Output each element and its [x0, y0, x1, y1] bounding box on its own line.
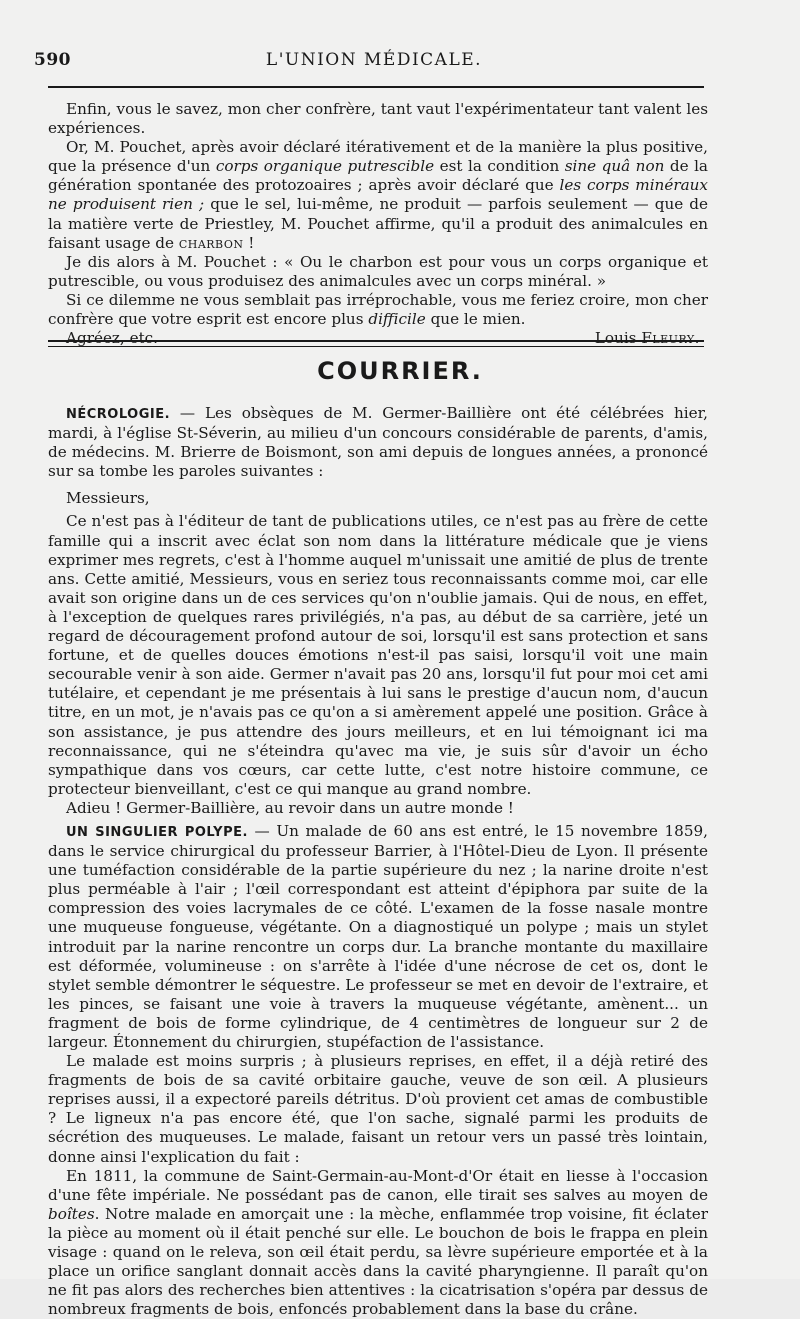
- polype-label: UN SINGULIER POLYPE.: [66, 824, 248, 840]
- letter-paragraph-4: Si ce dilemme ne vous semblait pas irréprochable, vous me feriez croire, mon cher confrère que votre esprit est encore plus difficile que le mien.: [48, 290, 708, 329]
- letter-paragraph-1: Enfin, vous le savez, mon cher confrère, tant vaut l'expérimentateur tant valent les expériences.: [48, 100, 708, 138]
- signature: Louis Fleury.: [594, 329, 700, 348]
- journal-title: L'UNION MÉDICALE.: [265, 50, 483, 70]
- letter-paragraph-2: Or, M. Pouchet, après avoir déclaré itérativement et de la manière la plus positive, que la présence d'un corps organique putrescible est la condition sine quâ non de la génération spontanée des protozoaires ; après avoir déclaré que les corps minéraux ne produisent rien ; que le sel, lui-même, ne produit — parfois seulement — que de la matière verte de Priestley, M. Pouchet affirme, qu'il a produit des animalcules en faisant usage de charbon !: [48, 138, 708, 252]
- necrologie-label: NÉCROLOGIE.: [66, 407, 171, 422]
- section-heading: COURRIER.: [317, 357, 483, 385]
- speech-farewell: Adieu ! Germer-Baillière, au revoir dans un autre monde !: [66, 798, 514, 817]
- section-divider: [48, 340, 704, 347]
- header-rule: [48, 86, 704, 88]
- polype-paragraph-2: Le malade est moins surpris ; à plusieurs reprises, en effet, il a déjà retiré des fragments de bois de sa cavité orbitaire gauche, veuve de son œil. A plusieurs reprises aussi, il a expectoré pareils détritus. D'où provient cet amas de combustible ? Le ligneux n'a pas encore été, que l'on sache, signalé parmi les produits de sécrétion des muqueuses. Le malade, faisant un retour vers un passé très lointain, donne ainsi l'explication du fait :: [48, 1052, 708, 1166]
- necrologie-intro: NÉCROLOGIE. — Les obsèques de M. Germer-Baillière ont été célébrées hier, mardi, à l'église St-Séverin, au milieu d'un concours considérable de parents, d'amis, de médecins. M. Brierre de Boismont, son ami depuis de longues années, a prononcé sur sa tombe les paroles suivantes :: [48, 404, 708, 481]
- polype-paragraph-1: UN SINGULIER POLYPE. — Un malade de 60 ans est entré, le 15 novembre 1859, dans le service chirurgical du professeur Barrier, à l'Hôtel-Dieu de Lyon. Il présente une tuméfaction considérable de la partie supérieure du nez ; la narine droite n'est plus perméable à l'air ; l'œil correspondant est atteint d'épiphora par suite de la compression des voies lacrymales de ce côté. L'examen de la fosse nasale montre une muqueuse fongueuse, végétante. On a diagnostiqué un polype ; mais un stylet introduit par la narine rencontre un corps dur. La branche montante du maxillaire est déformée, volumineuse : on s'arrête à l'idée d'une nécrose de cet os, dont le stylet semble démontrer le séquestre. Le professeur se met en devoir de l'extraire, et les pinces, se faisant une voie à travers la muqueuse végétante, amènent... un fragment de bois de forme cylindrique, de 4 centimètres de longueur sur 2 de largeur. Étonnement du chirurgien, stupéfaction de l'assistance.: [48, 821, 708, 1051]
- speech-text: Ce n'est pas à l'éditeur de tant de publications utiles, ce n'est pas au frère de cette famille qui a inscrit avec éclat son nom dans la littérature médicale que je viens exprimer mes regrets, c'est à l'homme auquel m'unissait une amitié de plus de trente ans. Cette amitié, Messieurs, vous en seriez tous reconnaissants comme moi, car elle avait son origine dans un de ces services qu'on n'oublie jamais. Qui de nous, en effet, à l'exception de quelques rares privilégiés, n'a pas, au début de sa carrière, jeté un regard de découragement profond autour de soi, lorsqu'il est sans protection et sans fortune, et de quelles douces émotions n'est-il pas saisi, lorsqu'il voit une main secourable venir à son aide. Germer n'avait pas 20 ans, lorsqu'il fut pour moi cet ami tutélaire, et cependant je me présentais à lui sans le prestige d'aucun nom, d'aucun titre, en un mot, je n'avais pas ce qu'on a si amèrement appelé une position. Grâce à son assistance, je pus attendre des jours meilleurs, et en lui témoignant ici ma reconnaissance, qui ne s'éteindra qu'avec ma vie, je suis sûr d'avoir un écho sympathique dans vos cœurs, car cette lutte, c'est notre histoire commune, ce protecteur bienveillant, c'est ce qui manque au grand nombre.: [48, 512, 708, 798]
- page-number: 590: [34, 50, 71, 70]
- letter-conclusion: [48, 100, 708, 348]
- letter-paragraph-3: Je dis alors à M. Pouchet : « Ou le charbon est pour vous un corps organique et putrescible, ou vous produisez des animalcules avec un corps minéral. »: [48, 252, 708, 290]
- closing-formula: Agréez, etc.: [66, 329, 159, 348]
- courrier-body: [48, 404, 708, 1319]
- speech-salutation: Messieurs,: [66, 489, 150, 508]
- polype-paragraph-3: En 1811, la commune de Saint-Germain-au-Mont-d'Or était en liesse à l'occasion d'une fête impériale. Ne possédant pas de canon, elle tirait ses salves au moyen de boîtes. Notre malade en amorçait une : la mèche, enflammée trop voisine, fit éclater la pièce au moment où il était penché sur elle. Le bouchon de bois le frappa en plein visage : quand on le releva, son œil était perdu, sa lèvre supérieure emportée et à la place un orifice sanglant donnait accès dans la cavité pharyngienne. Il paraît qu'on ne fit pas alors des recherches bien attentives : la cicatrisation s'opéra par dessus de nombreux fragments de bois, enfoncés probablement dans la base du crâne.: [48, 1166, 708, 1319]
- running-header: [34, 50, 714, 74]
